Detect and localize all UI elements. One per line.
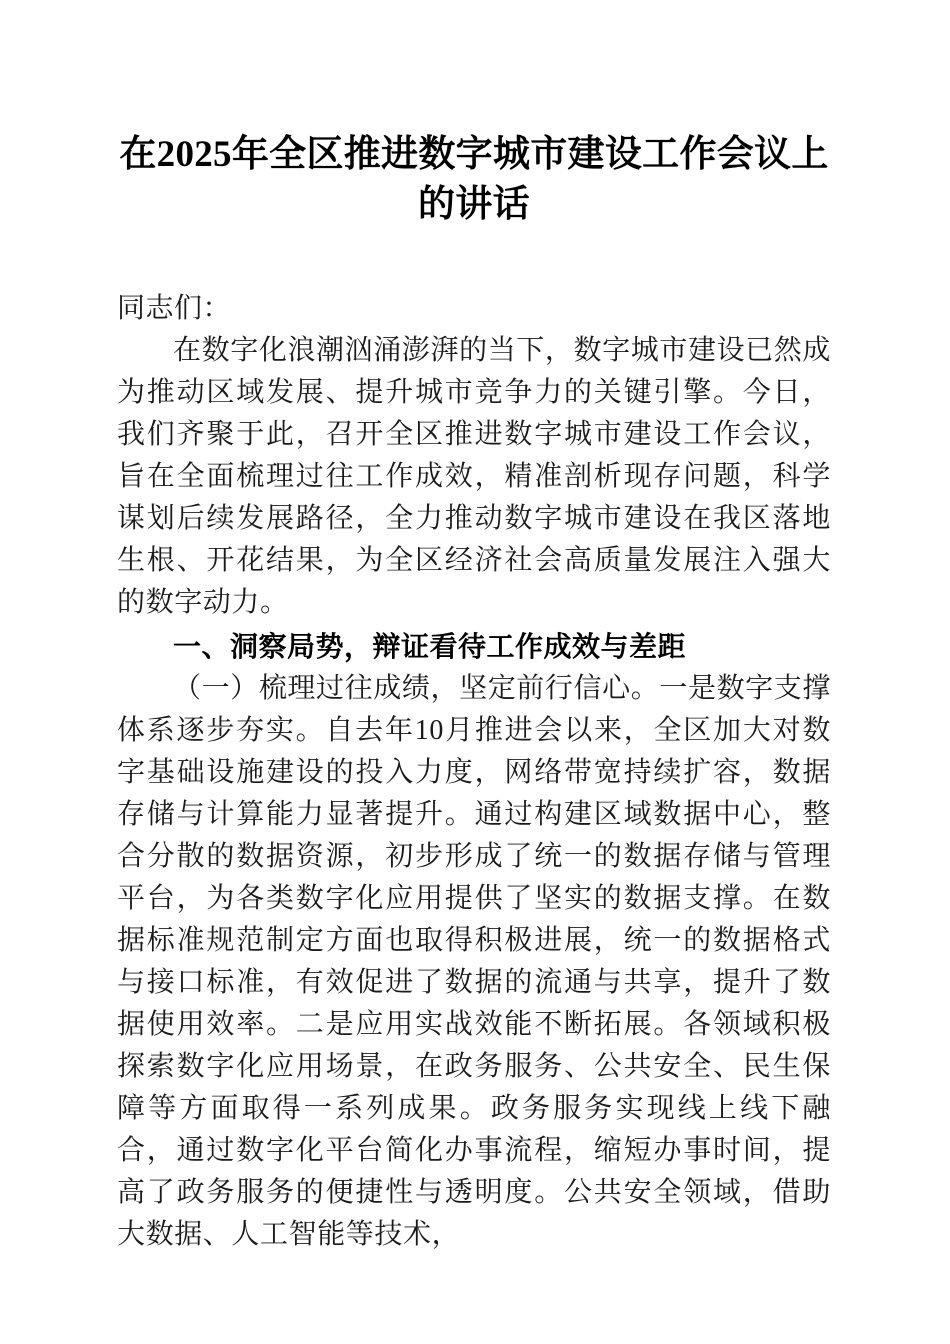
body-paragraph-1: 在数字化浪潮汹涌澎湃的当下，数字城市建设已然成为推动区域发展、提升城市竞争力的关键引擎。今日，我们齐聚于此，召开全区推进数字城市建设工作会议，旨在全面梳理过往工作成效，精准剖析现存问题，科学谋划后续发展路径，全力推动数字城市建设在我区落地生根、开花结果，为全区经济社会高质量发展注入强大的数字动力。 [117, 335, 831, 618]
section-heading-1: 一、洞察局势，辩证看待工作成效与差距 [173, 631, 687, 662]
title-line-2: 的讲话 [418, 184, 530, 225]
page-title [117, 0, 831, 230]
salutation: 同志们： [117, 293, 232, 324]
title-line-1: 在2025年全区推进数字城市建设工作会议上 [119, 134, 829, 175]
body-paragraph-2: （一）梳理过往成绩，坚定前行信心。一是数字支撑体系逐步夯实。自去年10月推进会以来，全区加大对数字基础设施建设的投入力度，网络带宽持续扩容，数据存储与计算能力显著提升。通过构建区域数据中心，整合分散的数据资源，初步形成了统一的数据存储与管理平台，为各类数字化应用提供了坚实的数据支撑。在数据标准规范制定方面也取得积极进展，统一的数据格式与接口标准，有效促进了数据的流通与共享，提升了数据使用效率。二是应用实战效能不断拓展。各领域积极探索数字化应用场景，在政务服务、公共安全、民生保障等方面取得一系列成果。政务服务实现线上线下融合，通过数字化平台简化办事流程，缩短办事时间，提高了政务服务的便捷性与透明度。公共安全领域，借助大数据、人工智能等技术， [117, 673, 831, 1250]
page-content [117, 0, 831, 1256]
